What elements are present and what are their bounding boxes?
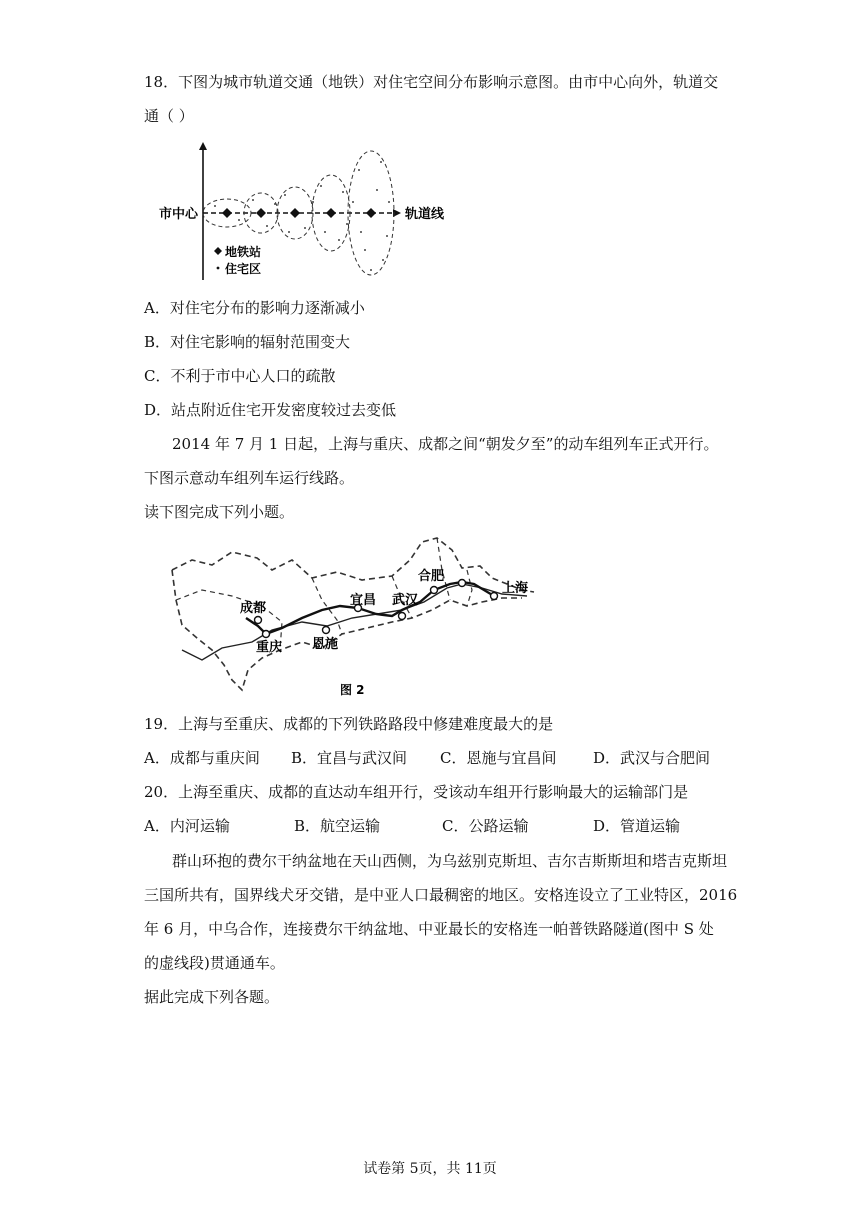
city-chongqing: 重庆 [256, 640, 283, 655]
city-yichang: 宜昌 [350, 593, 377, 608]
q18-stem-line2: 通（ ） [144, 107, 194, 125]
legend-station-label: 地铁站 [225, 245, 262, 259]
marker-shanghai [491, 593, 498, 600]
q20-option-c: C．公路运输 [442, 817, 529, 835]
passage2-line1: 群山环抱的费尔干纳盆地在天山西侧，为乌兹别克斯坦、吉尔吉斯斯坦和塔吉克斯坦 [172, 852, 728, 870]
passage2-line3: 年 6 月，中乌合作，连接费尔干纳盆地、中亚最长的安格连一帕普铁路隧道(图中 S 处 [144, 920, 714, 938]
q19-options [144, 748, 744, 768]
city-enshi: 恩施 [312, 637, 339, 652]
legend-station-icon [214, 247, 222, 255]
city-shanghai: 上海 [502, 581, 529, 596]
city-chengdu: 成都 [240, 601, 267, 616]
q19-option-d: D．武汉与合肥间 [593, 749, 711, 767]
q18-option-a: A．对住宅分布的影响力逐渐减小 [144, 299, 365, 317]
boundary-north [172, 538, 534, 592]
marker-nanjing [459, 580, 466, 587]
label-city-center: 市中心 [159, 207, 199, 222]
page-footer: 试卷第 5页，共 11页 [363, 1161, 497, 1177]
q19-option-c: C．恩施与宜昌间 [440, 749, 557, 767]
legend-residential-label: 住宅区 [225, 262, 262, 276]
passage1-line2: 下图示意动车组列车运行线路。 [144, 469, 355, 487]
rail-route-map [162, 530, 542, 705]
marker-hefei [431, 587, 438, 594]
label-track-line: 轨道线 [405, 207, 445, 222]
marker-wuhan [399, 613, 406, 620]
passage2-line2: 三国所共有，国界线犬牙交错，是中亚人口最稠密的地区。安格连设立了工业特区，2016 [144, 886, 738, 904]
q20-option-a: A．内河运输 [144, 817, 230, 835]
rail-housing-diagram [155, 140, 455, 285]
q20-options [144, 816, 744, 836]
map-caption: 图 2 [340, 683, 365, 697]
q19-option-b: B．宜昌与武汉间 [291, 749, 408, 767]
q19-option-a: A．成都与重庆间 [144, 749, 260, 767]
q18-option-d: D．站点附近住宅开发密度较过去变低 [144, 401, 397, 419]
q18-option-b: B．对住宅影响的辐射范围变大 [144, 333, 351, 351]
passage2-line4: 的虚线段)贯通通车。 [144, 954, 285, 972]
railway-route [246, 582, 494, 634]
passage2-line5: 据此完成下列各题。 [144, 988, 280, 1006]
legend-residential-icon [217, 267, 220, 270]
marker-chongqing [263, 631, 270, 638]
q20-option-d: D．管道运输 [593, 817, 681, 835]
q18-stem-line1: 18．下图为城市轨道交通（地铁）对住宅空间分布影响示意图。由市中心向外，轨道交 [144, 73, 719, 91]
boundary-south [172, 570, 522, 690]
q20-stem: 20．上海至重庆、成都的直达动车组开行，受该动车组开行影响最大的运输部门是 [144, 783, 689, 801]
q20-option-b: B．航空运输 [294, 817, 381, 835]
passage1-line3: 读下图完成下列小题。 [144, 503, 295, 521]
city-wuhan: 武汉 [392, 593, 419, 608]
marker-enshi [323, 627, 330, 634]
city-hefei: 合肥 [418, 569, 445, 584]
q19-stem: 19．上海与至重庆、成都的下列铁路路段中修建难度最大的是 [144, 715, 554, 733]
q18-option-c: C．不利于市中心人口的疏散 [144, 367, 336, 385]
passage1-line1: 2014 年 7 月 1 日起，上海与重庆、成都之间“朝发夕至”的动车组列车正式开行。 [172, 435, 719, 453]
marker-chengdu [255, 617, 262, 624]
